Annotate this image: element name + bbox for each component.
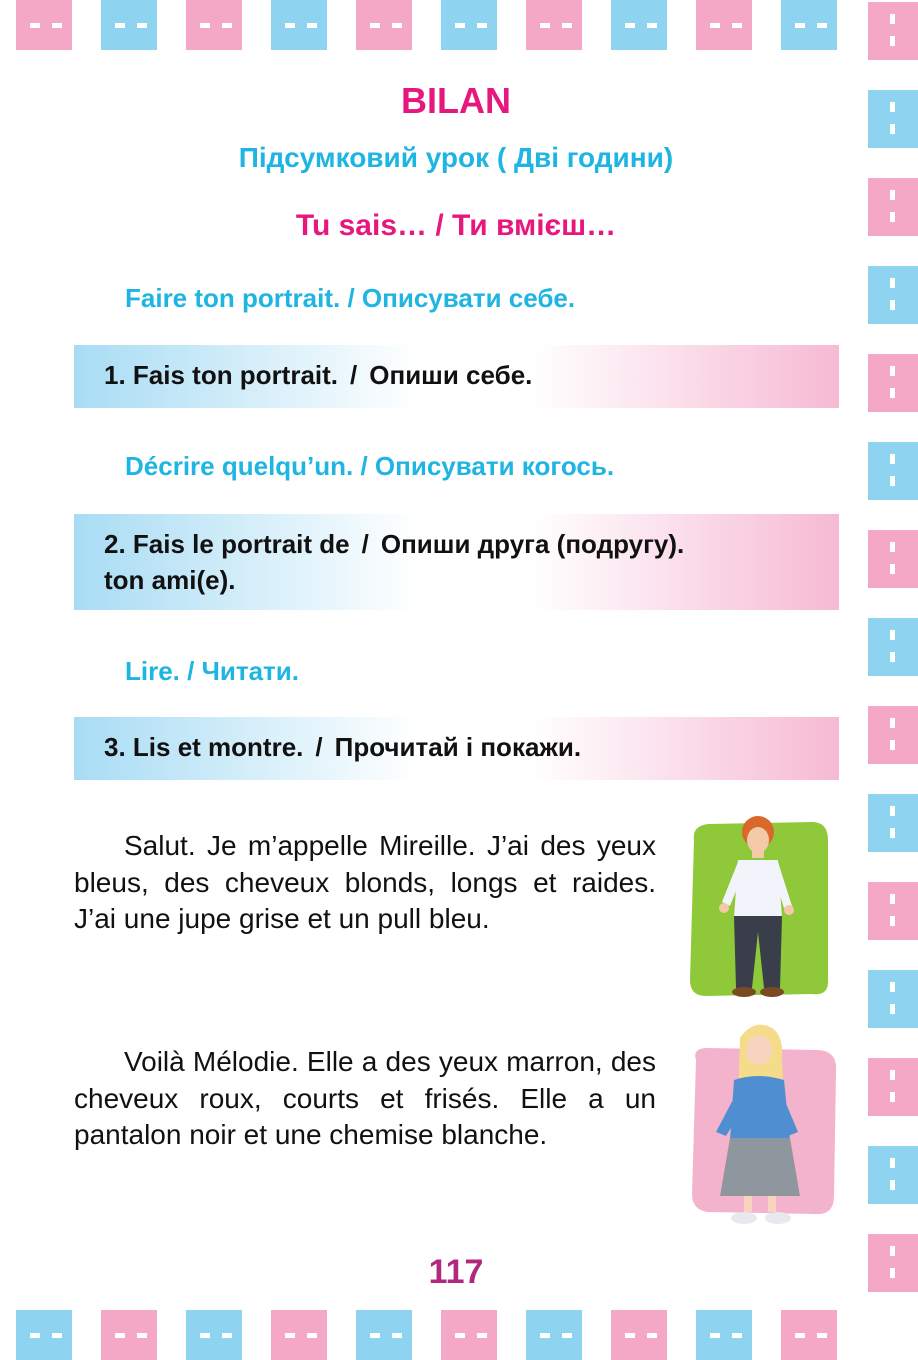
task-2-ukrainian: Опиши друга (подругу). — [380, 529, 685, 559]
boy-illustration — [686, 810, 830, 1000]
tagline: Tu sais… / Ти вмієш… — [295, 209, 617, 242]
skill-heading-2: Décrire quelqu’un. / Описувати когось. — [125, 451, 615, 481]
border-tile — [868, 266, 918, 324]
border-tile — [101, 1310, 157, 1360]
page-number: 117 — [428, 1253, 484, 1291]
skill-heading-3: Lire. / Читати. — [125, 656, 299, 686]
reading-passage-2: Voilà Mélodie. Elle a des yeux marron, des cheveux roux, courts et frisés. Elle a un pantalon noir et une chemise blanche. — [74, 1046, 656, 1150]
border-tile — [441, 0, 497, 50]
border-tile — [868, 1058, 918, 1116]
border-tile — [441, 1310, 497, 1360]
reading-passage-1: Salut. Je m’appelle Mireille. J’ai des yeux bleus, des cheveux blonds, longs et raides. J’ai une jupe grise et un pull bleu. — [74, 830, 656, 934]
border-tile — [526, 0, 582, 50]
border-tile — [868, 794, 918, 852]
task-3-ukrainian: Прочитай і покажи. — [334, 732, 582, 762]
border-tile — [101, 0, 157, 50]
task-2-french-line1: 2. Fais le portrait de — [104, 529, 350, 559]
border-tile — [356, 0, 412, 50]
border-tile — [868, 354, 918, 412]
border-tile — [611, 1310, 667, 1360]
border-tile — [868, 2, 918, 60]
task-box-3 — [74, 717, 839, 780]
border-tile — [526, 1310, 582, 1360]
task-1-separator: / — [350, 360, 358, 390]
border-tile — [781, 1310, 837, 1360]
task-1-french: 1. Fais ton portrait. — [104, 360, 339, 390]
page-subtitle: Підсумковий урок ( Дві години) — [238, 142, 674, 173]
task-1-ukrainian: Опиши себе. — [369, 360, 533, 390]
border-tile — [868, 618, 918, 676]
border-tile — [271, 0, 327, 50]
border-tile — [868, 882, 918, 940]
skill-heading-1: Faire ton portrait. / Описувати себе. — [125, 283, 576, 313]
border-tile — [868, 1146, 918, 1204]
border-tile — [186, 0, 242, 50]
task-3-separator: / — [315, 732, 323, 762]
border-tile — [186, 1310, 242, 1360]
border-tile — [868, 970, 918, 1028]
task-2-separator: / — [361, 529, 369, 559]
border-tile — [271, 1310, 327, 1360]
border-tile — [611, 0, 667, 50]
task-2-french-line2: ton ami(e). — [104, 565, 236, 595]
border-tile — [868, 530, 918, 588]
border-tile — [696, 0, 752, 50]
task-box-2 — [74, 514, 839, 610]
border-tile — [16, 1310, 72, 1360]
girl-illustration — [686, 1020, 842, 1232]
border-tile — [781, 0, 837, 50]
task-box-1 — [74, 345, 839, 408]
border-tile — [868, 706, 918, 764]
border-tile — [356, 1310, 412, 1360]
page-title: BILAN — [401, 80, 511, 121]
border-tile — [868, 442, 918, 500]
task-3-french: 3. Lis et montre. — [104, 732, 304, 762]
border-tile — [696, 1310, 752, 1360]
border-tile — [16, 0, 72, 50]
